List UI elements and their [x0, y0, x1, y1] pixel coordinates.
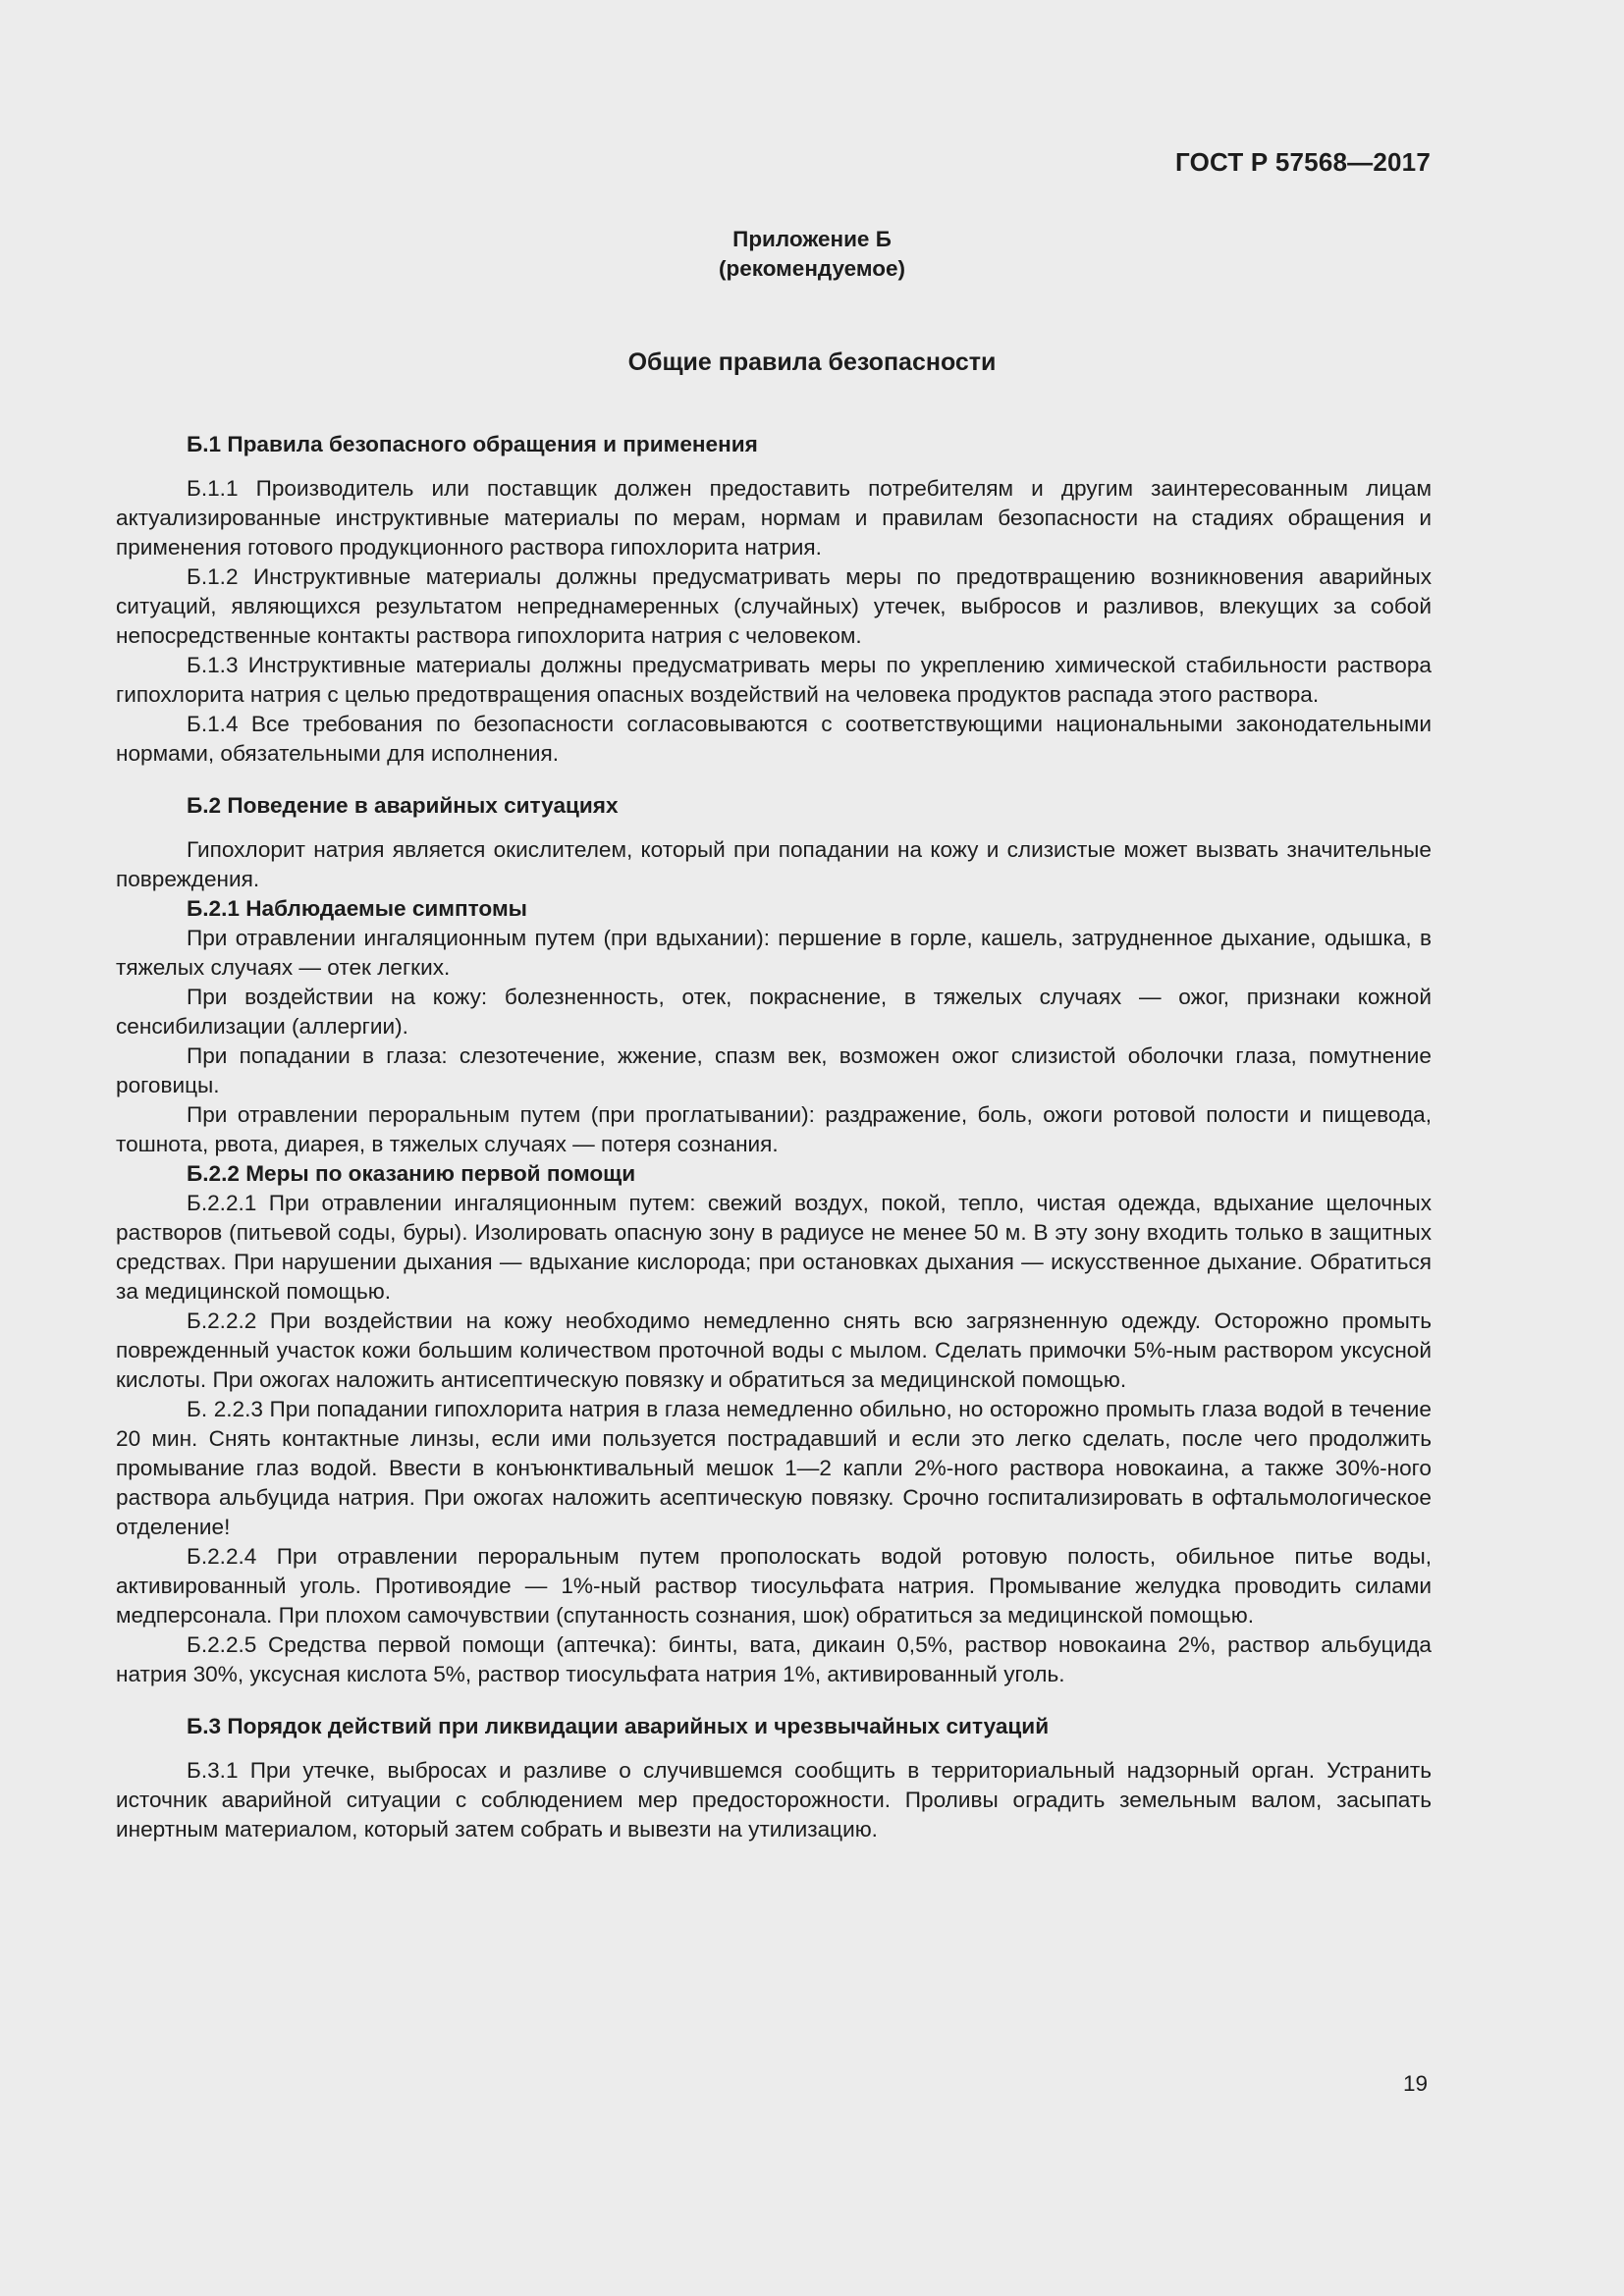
paragraph-b2-1-eyes: При попадании в глаза: слезотечение, жжение, спазм век, возможен ожог слизистой оболочки глаза, помутнение роговицы.	[116, 1043, 1432, 1097]
section-heading-b2: Б.2 Поведение в аварийных ситуациях	[187, 793, 619, 818]
paragraph-b2-2-1: Б.2.2.1 При отравлении ингаляционным путем: свежий воздух, покой, тепло, чистая одежда, вдыхание щелочных растворов (питьевой соды, буры). Изолировать опасную зону в радиусе не менее 50 м. В эту зону входить только в защитных средствах. При нарушении дыхания — вдыхание кислорода; при остановках дыхания — искусственное дыхание. Обратиться за медицинской помощью.	[116, 1191, 1432, 1304]
paragraph-b1-1: Б.1.1 Производитель или поставщик должен предоставить потребителям и другим заинтересованным лицам актуализированные инструктивные материалы по мерам, нормам и правилам безопасности на стадиях обращения и применения готового продукционного раствора гипохлорита натрия.	[116, 476, 1432, 560]
subsection-heading-b2-2: Б.2.2 Меры по оказанию первой помощи	[187, 1161, 636, 1186]
paragraph-b3-1: Б.3.1 При утечке, выбросах и разливе о случившемся сообщить в территориальный надзорный орган. Устранить источник аварийной ситуации с соблюдением мер предосторожности. Проливы оградить земельным валом, засыпать инертным материалом, который затем собрать и вывезти на утилизацию.	[116, 1758, 1432, 1842]
annex-heading	[0, 225, 1624, 284]
paragraph-b2-2-4: Б.2.2.4 При отравлении пероральным путем прополоскать водой ротовую полость, обильное питье воды, активированный уголь. Противоядие — 1%-ный раствор тиосульфата натрия. Промывание желудка проводить силами медперсонала. При плохом самочувствии (спутанность сознания, шок) обратиться за медицинской помощью.	[116, 1544, 1432, 1628]
paragraph-b1-4: Б.1.4 Все требования по безопасности согласовываются с соответствующими национальными законодательными нормами, обязательными для исполнения.	[116, 712, 1432, 766]
section-heading-b1: Б.1 Правила безопасного обращения и применения	[187, 432, 758, 456]
annex-status: (рекомендуемое)	[719, 256, 905, 281]
paragraph-b2-intro: Гипохлорит натрия является окислителем, который при попадании на кожу и слизистые может вызвать значительные повреждения.	[116, 837, 1432, 891]
annex-title: Приложение Б	[732, 227, 892, 251]
paragraph-b2-2-2: Б.2.2.2 При воздействии на кожу необходимо немедленно снять всю загрязненную одежду. Осторожно промыть поврежденный участок кожи большим количеством проточной воды с мылом. Сделать примочки 5%-ным раствором уксусной кислоты. При ожогах наложить антисептическую повязку и обратиться за медицинской помощью.	[116, 1308, 1432, 1392]
paragraph-b1-3: Б.1.3 Инструктивные материалы должны предусматривать меры по укреплению химической стабильности раствора гипохлорита натрия с целью предотвращения опасных воздействий на человека продуктов распада этого раствора.	[116, 653, 1432, 707]
subsection-heading-b2-1: Б.2.1 Наблюдаемые симптомы	[187, 896, 527, 921]
paragraph-b2-1-skin: При воздействии на кожу: болезненность, отек, покраснение, в тяжелых случаях — ожог, признаки кожной сенсибилизации (аллергии).	[116, 985, 1432, 1039]
paragraph-b2-1-inhalation: При отравлении ингаляционным путем (при вдыхании): першение в горле, кашель, затрудненное дыхание, одышка, в тяжелых случаях — отек легких.	[116, 926, 1432, 980]
paragraph-b1-2: Б.1.2 Инструктивные материалы должны предусматривать меры по предотвращению возникновения аварийных ситуаций, являющихся результатом непреднамеренных (случайных) утечек, выбросов и разливов, влекущих за собой непосредственные контакты раствора гипохлорита натрия с человеком.	[116, 564, 1432, 648]
main-title: Общие правила безопасности	[627, 348, 997, 376]
paragraph-b2-2-3: Б. 2.2.3 При попадании гипохлорита натрия в глаза немедленно обильно, но осторожно промыть глаза водой в течение 20 мин. Снять контактные линзы, если ими пользуется пострадавший и если это легко сделать, после чего продолжить промывание глаз водой. Ввести в конъюнктивальный мешок 1—2 капли 2%-ного раствора новокаина, а также 30%-ного раствора альбуцида натрия. При ожогах наложить асептическую повязку. Срочно госпитализировать в офтальмологическое отделение!	[116, 1397, 1432, 1539]
paragraph-b2-1-oral: При отравлении пероральным путем (при проглатывании): раздражение, боль, ожоги ротовой полости и пищевода, тошнота, рвота, диарея, в тяжелых случаях — потеря сознания.	[116, 1102, 1432, 1156]
page-number: 19	[1402, 2071, 1428, 2096]
document-code: ГОСТ Р 57568—2017	[1175, 147, 1431, 177]
section-heading-b3: Б.3 Порядок действий при ликвидации аварийных и чрезвычайных ситуаций	[187, 1714, 1050, 1738]
document-body	[116, 430, 1432, 1844]
paragraph-b2-2-5: Б.2.2.5 Средства первой помощи (аптечка): бинты, вата, дикаин 0,5%, раствор новокаина 2%, раствор альбуцида натрия 30%, уксусная кислота 5%, раствор тиосульфата натрия 1%, активированный уголь.	[116, 1632, 1432, 1686]
